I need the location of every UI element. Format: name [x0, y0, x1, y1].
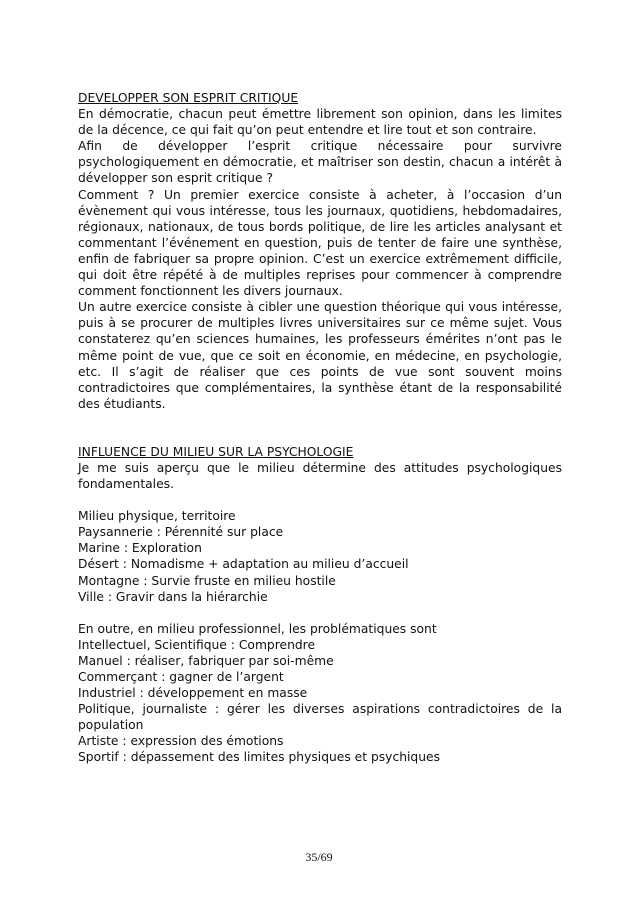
list-item: Artiste : expression des émotions	[78, 734, 284, 749]
list-item: Manuel : réaliser, fabriquer par soi-même	[78, 653, 334, 668]
list-item: Industriel : développement en masse	[78, 686, 308, 701]
list-item: Paysannerie : Pérennité sur place	[78, 525, 284, 540]
paragraph: Comment ? Un premier exercice consiste à acheter, à l’occasion d’un évènement qui vous intéresse, tous les journaux, quotidiens, hebdomadaires, régionaux, nationaux, de tous bords politique, de lire les articles analysant et commentant l’événement en question, puis de tenter de faire une synthèse, enfin de fabriquer sa propre opinion. C’est un exercice extrêmement difficile, qui doit être répété à de multiples reprises pour commencer à comprendre comment fonctionnent les divers journaux.	[78, 187, 562, 299]
spacer	[78, 605, 562, 621]
section-title-esprit-critique: DEVELOPPER SON ESPRIT CRITIQUE	[78, 91, 299, 105]
list-item: Désert : Nomadisme + adaptation au milieu d’accueil	[78, 557, 409, 572]
paragraph: Un autre exercice consiste à cibler une question théorique qui vous intéresse, puis à se procurer de multiples livres universitaires sur ce même sujet. Vous constaterez qu’en sciences humaines, les professeurs émérites n’ont pas le même point de vue, que ce soit en économie, en médecine, en psychologie, etc. Il s’agit de réaliser que ces points de vue sont souvent moins contradictoires que complémentaires, la synthèse étant de la responsabilité des étudiants.	[78, 300, 562, 411]
list-item: En outre, en milieu professionnel, les problématiques sont	[78, 621, 437, 636]
paragraph: Afin de développer l’esprit critique nécessaire pour survivre psychologiquement en démocratie, et maîtriser son destin, chacun a intérêt à développer son esprit critique ?	[78, 139, 562, 186]
list-item: Marine : Exploration	[78, 541, 202, 556]
section-title-influence-milieu: INFLUENCE DU MILIEU SUR LA PSYCHOLOGIE	[78, 444, 354, 459]
list-item: Sportif : dépassement des limites physiques et psychiques	[78, 750, 441, 765]
spacer	[78, 492, 562, 508]
list-item: Intellectuel, Scientifique : Comprendre	[78, 637, 316, 652]
list-item: Ville : Gravir dans la hiérarchie	[78, 589, 268, 604]
list-item: Milieu physique, territoire	[78, 509, 236, 524]
paragraph: En démocratie, chacun peut émettre librement son opinion, dans les limites de la décence, ce qui fait qu’on peut entendre et lire tout et son contraire.	[78, 107, 562, 138]
page-number: 35/69	[305, 850, 333, 864]
list-item: Politique, journaliste : gérer les diverses aspirations contradictoires de la population	[78, 702, 562, 733]
intro-paragraph: Je me suis aperçu que le milieu détermine des attitudes psychologiques fondamentales.	[78, 460, 562, 492]
list-item: Montagne : Survie fruste en milieu hostile	[78, 573, 336, 588]
list-item: Commerçant : gagner de l’argent	[78, 670, 284, 684]
page-content	[78, 90, 562, 766]
section-spacer	[78, 412, 562, 444]
